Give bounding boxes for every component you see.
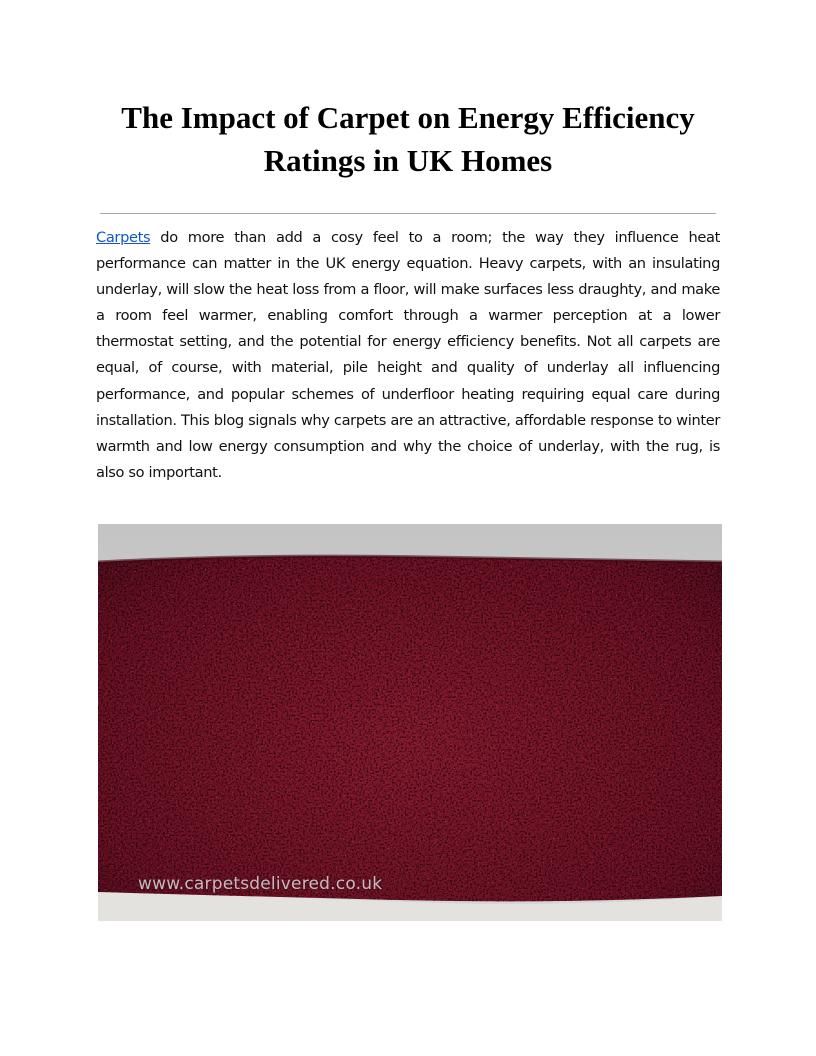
carpets-link[interactable]: Carpets xyxy=(96,229,151,246)
intro-paragraph-text: do more than add a cosy feel to a room; the way they influence heat performance can matter in the UK energy equation. Heavy carpets, with an insulating underlay, will slow the heat loss from a floor, will make surfaces less draughty, and make a room feel warmer, enabling comfort through a warmer perception at a lower thermostat setting, and the potential for energy efficiency benefits. Not all carpets are equal, of course, with material, pile height and quality of underlay all influencing performance, and popular schemes of underfloor heating requiring equal care during installation. This blog signals why carpets are an attractive, affordable response to winter warmth and low energy consumption and why the choice of underlay, with the rug, is also so important. xyxy=(96,229,720,481)
title-divider xyxy=(100,213,716,214)
carpet-photo-graphic xyxy=(98,524,722,921)
carpet-photo xyxy=(98,524,722,921)
photo-watermark: www.carpetsdelivered.co.uk xyxy=(138,874,383,894)
document-title: The Impact of Carpet on Energy Efficiency Ratings in UK Homes xyxy=(121,100,695,178)
intro-paragraph xyxy=(96,225,720,486)
